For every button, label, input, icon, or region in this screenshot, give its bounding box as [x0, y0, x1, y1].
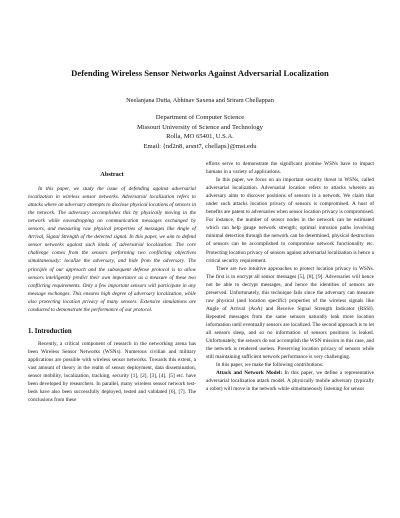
contribution-text: In this paper, we define a representative adversarial localization attack model. A physically mobile adversary (typically a robot) will move in the network while simultaneously listening for sensor	[206, 370, 374, 393]
section-heading-introduction: 1. Introduction	[28, 327, 72, 335]
author-list: Neelanjana Dutta, Abhinav Saxena and Sriram Chellappan	[126, 97, 274, 104]
city-address: Rolla, MO 65401, U.S.A.	[166, 133, 234, 140]
contribution-paragraph	[206, 369, 374, 393]
department: Department of Computer Science	[155, 114, 245, 121]
paper-title: Defending Wireless Sensor Networks Against Adversarial Localization	[71, 68, 329, 78]
body-paragraph: There are two intuitive approaches to protect location privacy in WSNs. The first is to encrypt all sensor messages [5], [8], [9]. Adversaries will hence not be able to decrypt messages, and hence the identities of sensors are preserved. Unfortunately, this technique fails since the adversary can measure raw physical (and location specific) properties of the wireless signals like Angle of Arrival (AoA) and Receive Signal Strength Indicator (RSSI). Repeated messages from the same sensors naturally leak more location information until eventually sensors are localized. The second approach is to let all sensors sleep, and so no information of sensors positions is leaked. Unfortunately, the sensors do not accomplish the WSN mission in this case, and the network is rendered useless. Preserving location privacy of sensors while still maintaining sufficient network performance is very challenging.	[206, 265, 374, 361]
abstract-heading: Abstract	[100, 171, 124, 178]
body-paragraph: In this paper, we focus on an important security threat in WSNs, called adversarial localization. Adversarial location refers to attacks wherein an adversary aims to discover positions of sensors in a network. We claim that under such attacks location privacy of sensors is compromised. A host of benefits are patent to adversaries when sensor location privacy is compromised. For instance, the number of sensor nodes in the network can be estimated which can help gauge network strength; optimal intrusion paths involving minimal detection through the network can be determined, physical destruction of sensors can be accomplished to compromise network functionality etc. Protecting location privacy of sensors against adversarial localization is hence a critical security requirement.	[206, 177, 374, 264]
affiliation-block	[0, 113, 400, 151]
body-paragraph: In this paper, we make the following contributions:	[216, 362, 324, 369]
right-column	[206, 160, 374, 393]
contribution-runin-heading: Attack and Network Model:	[216, 370, 283, 377]
abstract-text: In this paper, we study the issue of defending against adversarial localization in wireless sensor networks. Adversarial localization refers to attacks where an adversary attempts to disclose physical locations of sensors in the network. The adversary accomplishes this by physically moving in the network while eavesdropping on communication messages exchanged by sensors, and measuring raw physical properties of messages like Angle of Arrival, Signal Strength of the detected signal. In this paper, we aim to defend sensor networks against such kinds of adversarial localization. The core challenge comes from the sensors performing two conflicting objectives simultaneously: localize the adversary, and hide from the adversary. The principle of our approach and the subsequent defense protocol is to allow sensors intelligently predict their own importance as a measure of these two conflicting requirements. Only a few important sensors will participate in any message exchanges. This ensures high degree of adversary localization, while also protecting location privacy of many sensors. Extensive simulations are conducted to demonstrate the performance of our protocol.	[28, 186, 196, 313]
left-column	[28, 162, 196, 404]
body-paragraph: efforts serve to demonstrate the significant promise WSNs have to impact humans in a variety of applications.	[206, 161, 374, 176]
author-emails: Email: {nd2n8, arsnt7, chellaps}@mst.edu	[143, 142, 257, 150]
intro-paragraph: Recently, a critical component of research in the networking arena has been Wireless Sensor Networks (WSNs). Numerous civilian and military applications are possible with wireless sensor networks. Towards this extent, a vast amount of theory in the realm of sensor deployment, data dissemination, sensor mobility, localization, tracking, security [1], [2], [3], [4], [5] etc. have been developed by researchers. In parallel, many wireless sensor network test-beds have also been successfully deployed, tested and validated [6], [7]. The conclusions from these	[28, 340, 196, 404]
university: Missouri University of Science and Technology	[137, 123, 263, 131]
